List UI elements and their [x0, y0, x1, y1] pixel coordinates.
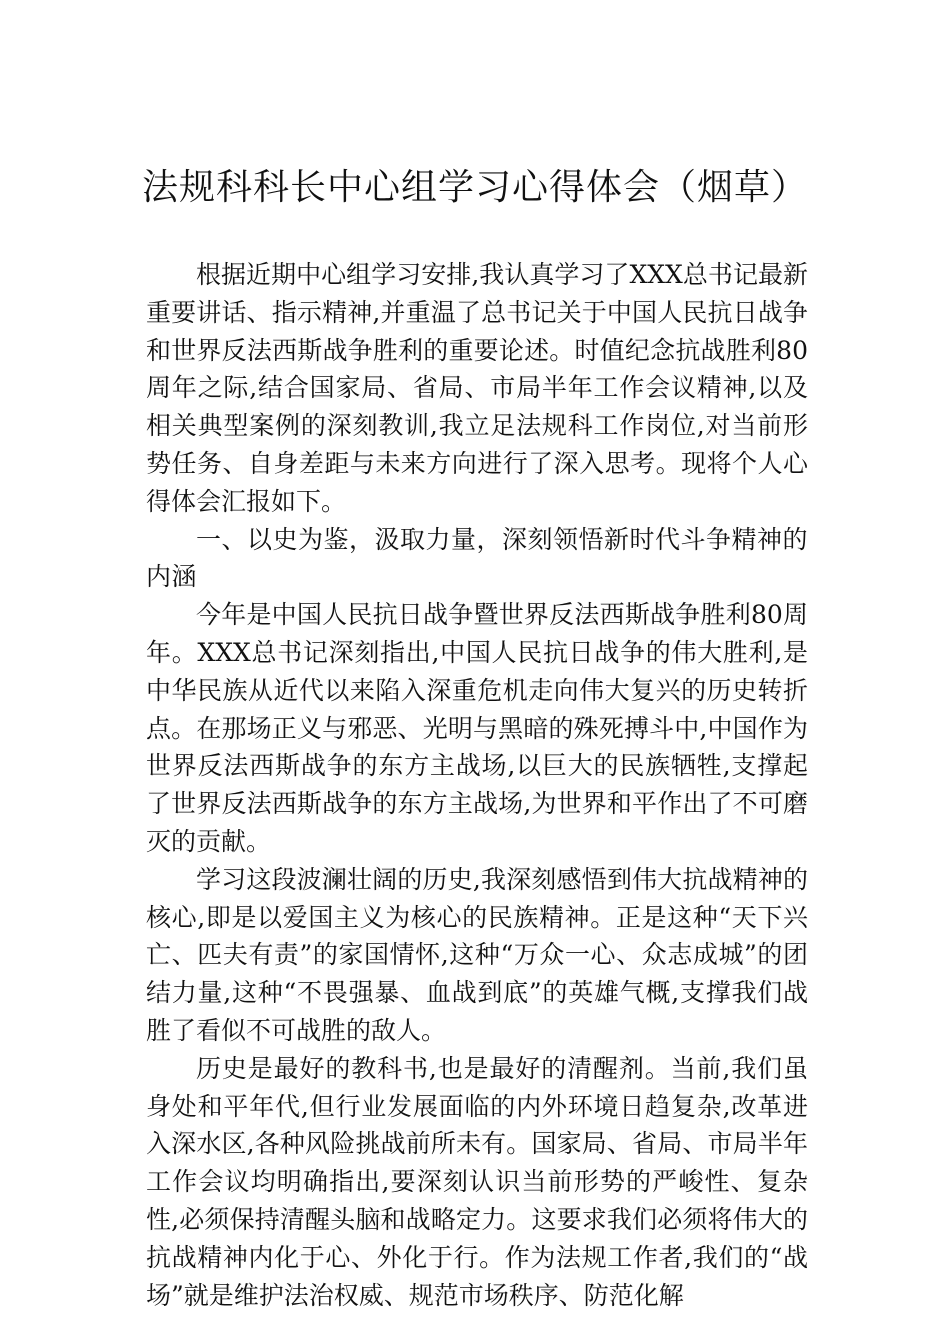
document-body [146, 256, 808, 1314]
paragraph-history: 今年是中国人民抗日战争暨世界反法西斯战争胜利80周年。XXX总书记深刻指出,中国人民抗日战争的伟大胜利,是中华民族从近代以来陷入深重危机走向伟大复兴的历史转折点。在那场正义与邪恶、光明与黑暗的殊死搏斗中,中国作为世界反法西斯战争的东方主战场,以巨大的民族牺牲,支撑起了世界反法西斯战争的东方主战场,为世界和平作出了不可磨灭的贡献。 [146, 600, 808, 856]
paragraph-spirit: 学习这段波澜壮阔的历史,我深刻感悟到伟大抗战精神的核心,即是以爱国主义为核心的民族精神。正是这种“天下兴亡、匹夫有责”的家国情怀,这种“万众一心、众志成城”的团结力量,这种“不畏强暴、血战到底”的英雄气概,支撑我们战胜了看似不可战胜的敌人。 [146, 864, 808, 1045]
document-title: 法规科科长中心组学习心得体会（烟草） [141, 167, 808, 208]
paragraph-lessons: 历史是最好的教科书,也是最好的清醒剂。当前,我们虽身处和平年代,但行业发展面临的内外环境日趋复杂,改革进入深水区,各种风险挑战前所未有。国家局、省局、市局半年工作会议均明确指出,要深刻认识当前形势的严峻性、复杂性,必须保持清醒头脑和战略定力。这要求我们必须将伟大的抗战精神内化于心、外化于行。作为法规工作者,我们的“战场”就是维护法治权威、规范市场秩序、防范化解 [146, 1053, 808, 1310]
paragraph-intro: 根据近期中心组学习安排,我认真学习了XXX总书记最新重要讲话、指示精神,并重温了总书记关于中国人民抗日战争和世界反法西斯战争胜利的重要论述。时值纪念抗战胜利80周年之际,结合国家局、省局、市局半年工作会议精神,以及相关典型案例的深刻教训,我立足法规科工作岗位,对当前形势任务、自身差距与未来方向进行了深入思考。现将个人心得体会汇报如下。 [146, 260, 808, 516]
section-heading-1: 一、以史为鉴，汲取力量，深刻领悟新时代斗争精神的内涵 [146, 524, 809, 592]
